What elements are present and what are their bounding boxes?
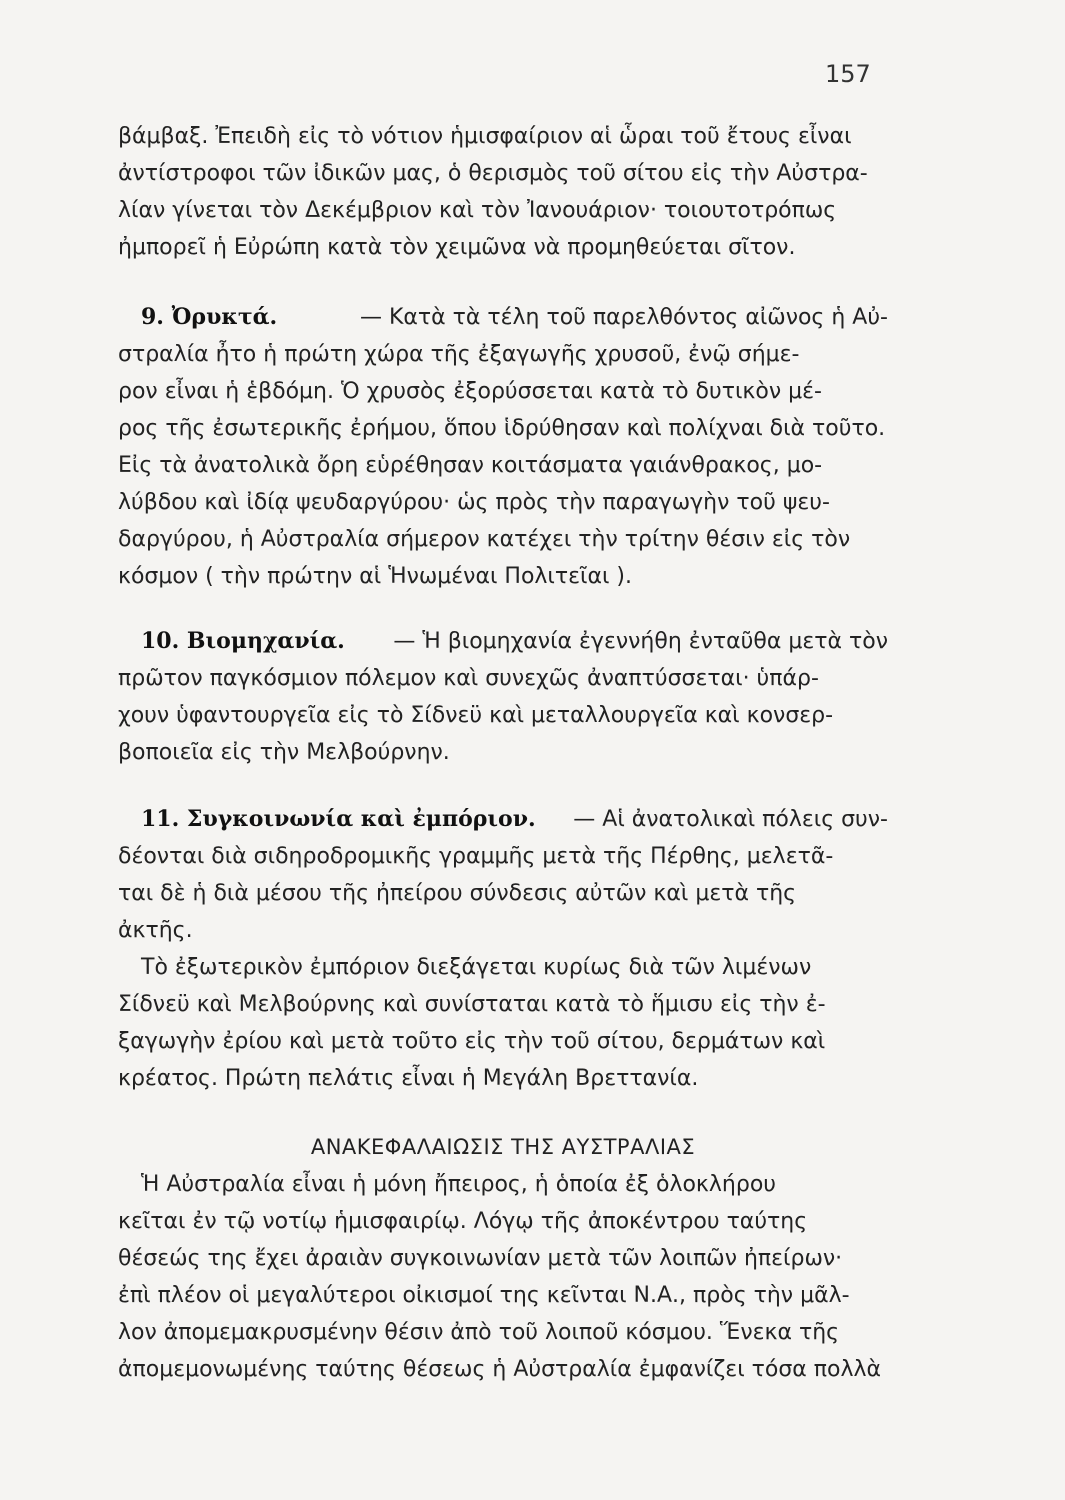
commerce-heading: 11. Συγκοινωνία καὶ ἐμπόριον.	[141, 806, 536, 832]
industry-heading: 10. Βιομηχανία.	[141, 628, 345, 654]
commerce-line-2: ται δὲ ἡ διὰ μέσου τῆς ἠπείρου σύνδεσις αὐτῶν καὶ μετὰ τῆς	[118, 881, 797, 906]
trade-line-2: Σίδνεϋ καὶ Μελβούρνης καὶ συνίσταται κατὰ τὸ ἥμισυ εἰς τὴν ἐ-	[118, 992, 826, 1017]
minerals-line-5: λύβδου καὶ ἰδίᾳ ψευδαργύρου· ὡς πρὸς τὴν παραγωγὴν τοῦ ψευ-	[118, 490, 830, 515]
minerals-line-6: δαργύρου, ἡ Αὐστραλία σήμερον κατέχει τὴν τρίτην θέσιν εἰς τὸν	[118, 527, 851, 552]
commerce-line-1: δέονται διὰ σιδηροδρομικῆς γραμμῆς μετὰ τῆς Πέρθης, μελετᾶ-	[118, 844, 834, 869]
page-content	[118, 118, 888, 1388]
industry-last-line: βοποιεῖα εἰς τὴν Μελβούρνην.	[118, 740, 450, 765]
minerals-first-line	[118, 299, 888, 336]
industry-line-1: πρῶτον παγκόσμιον πόλεμον καὶ συνεχῶς ἀναπτύσσεται· ὑπάρ-	[118, 666, 819, 691]
minerals-heading: 9. Ὀρυκτά.	[141, 304, 278, 330]
commerce-last-line: ἀκτῆς.	[118, 918, 193, 943]
intro-line-3: λίαν γίνεται τὸν Δεκέμβριον καὶ τὸν Ἰανουάριον· τοιουτοτρόπως	[118, 198, 837, 223]
trade-line-3: ξαγωγὴν ἐρίου καὶ μετὰ τοῦτο εἰς τὴν τοῦ σίτου, δερμάτων καὶ	[118, 1029, 826, 1054]
summary-line-5: λον ἀπομεμακρυσμένην θέσιν ἀπὸ τοῦ λοιποῦ κόσμου. Ἕνεκα τῆς	[118, 1320, 840, 1345]
summary-line-4: ἐπὶ πλέον οἱ μεγαλύτεροι οἰκισμοί της κεῖνται Ν.Α., πρὸς τὴν μᾶλ-	[118, 1283, 850, 1308]
summary-line-6: ἀπομεμονωμένης ταύτης θέσεως ἡ Αὐστραλία ἐμφανίζει τόσα πολλὰ	[118, 1357, 882, 1382]
summary-line-3: θέσεώς της ἔχει ἀραιὰν συγκοινωνίαν μετὰ τῶν λοιπῶν ἠπείρων·	[118, 1246, 843, 1271]
minerals-line-3: ρος τῆς ἐσωτερικῆς ἐρήμου, ὅπου ἱδρύθησαν καὶ πολίχναι διὰ τοῦτο.	[118, 416, 886, 441]
industry-first-line	[118, 623, 888, 660]
minerals-last-line: κόσμον ( τὴν πρώτην αἱ Ἡνωμέναι Πολιτεῖαι ).	[118, 564, 632, 589]
trade-last-line: κρέατος. Πρώτη πελάτις εἶναι ἡ Μεγάλη Βρεττανία.	[118, 1066, 699, 1091]
intro-line-2: ἀντίστροφοι τῶν ἰδικῶν μας, ὁ θερισμὸς τοῦ σίτου εἰς τὴν Αὐστρα-	[118, 161, 868, 186]
minerals-line-4: Εἰς τὰ ἀνατολικὰ ὄρη εὑρέθησαν κοιτάσματα γαιάνθρακος, μο-	[118, 453, 823, 478]
summary-line-2: κεῖται ἐν τῷ νοτίῳ ἡμισφαιρίῳ. Λόγῳ τῆς ἀποκέντρου ταύτης	[118, 1209, 808, 1234]
intro-line-4: ἠμπορεῖ ἡ Εὐρώπη κατὰ τὸν χειμῶνα νὰ προμηθεύεται σῖτον.	[118, 235, 796, 260]
trade-line-1: Τὸ ἐξωτερικὸν ἐμπόριον διεξάγεται κυρίως διὰ τῶν λιμένων	[141, 955, 812, 980]
minerals-line-2: ρον εἶναι ἡ ἑβδόμη. Ὁ χρυσὸς ἐξορύσσεται κατὰ τὸ δυτικὸν μέ-	[118, 379, 822, 404]
minerals-line-1: στραλία ἦτο ἡ πρώτη χώρα τῆς ἐξαγωγῆς χρυσοῦ, ἐνῷ σήμε-	[118, 342, 800, 367]
summary-line-1: Ἡ Αὐστραλία εἶναι ἡ μόνη ἤπειρος, ἡ ὁποία ἐξ ὁλοκλήρου	[141, 1172, 777, 1197]
commerce-first-text: — Αἱ ἀνατολικαὶ πόλεις συν-	[573, 807, 888, 832]
intro-line-1: βάμβαξ. Ἐπειδὴ εἰς τὸ νότιον ἡμισφαίριον αἱ ὧραι τοῦ ἔτους εἶναι	[118, 124, 852, 149]
minerals-first-text: — Κατὰ τὰ τέλη τοῦ παρελθόντος αἰῶνος ἡ Αὐ-	[359, 305, 888, 330]
industry-first-text: — Ἡ βιομηχανία ἐγεννήθη ἐνταῦθα μετὰ τὸν	[393, 629, 888, 654]
industry-line-2: χουν ὑφαντουργεῖα εἰς τὸ Σίδνεϋ καὶ μεταλλουργεῖα καὶ κονσερ-	[118, 703, 834, 728]
summary-title: ΑΝΑΚΕΦΑΛΑΙΩΣΙΣ ΤΗΣ ΑΥΣΤΡΑΛΙΑΣ	[310, 1135, 696, 1159]
commerce-first-line	[118, 801, 888, 838]
page-number: 157	[825, 60, 871, 88]
